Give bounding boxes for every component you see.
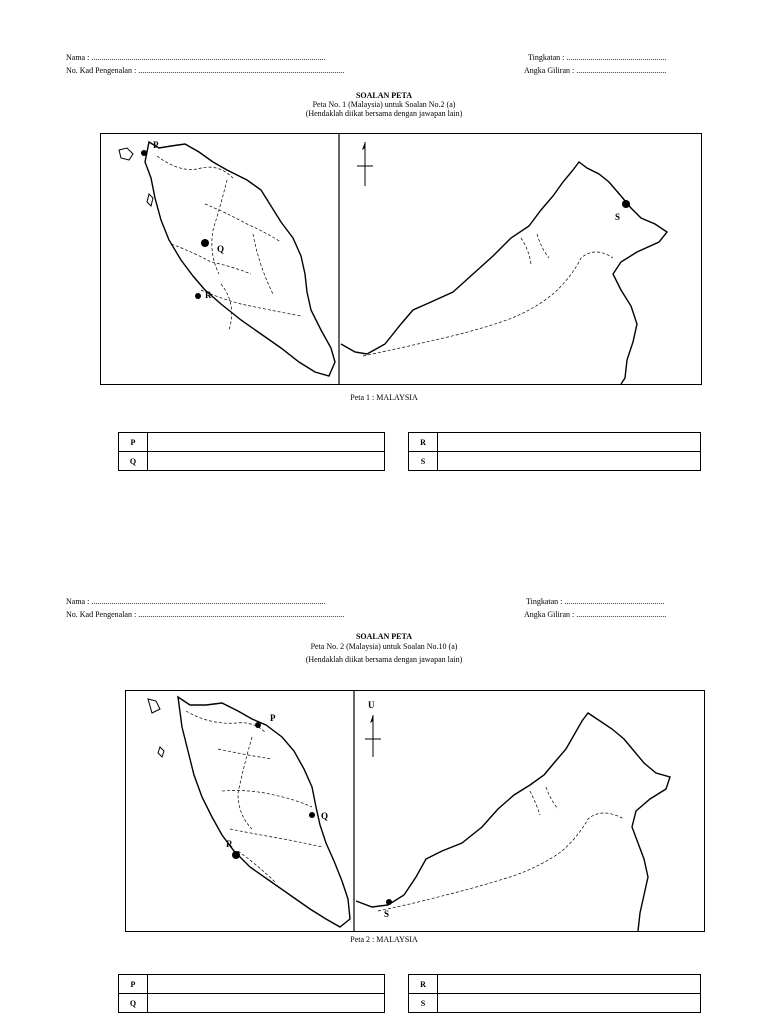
answer-label-s: S (409, 994, 438, 1013)
tingkatan-field-2[interactable]: Tingkatan : .................................................. (526, 597, 665, 606)
answer-row-r (409, 975, 701, 994)
answer-field-q[interactable] (148, 452, 385, 471)
marker-p (255, 713, 276, 728)
section-note: (Hendaklah diikat bersama dengan jawapan lain) (305, 655, 463, 664)
marker-s (615, 200, 630, 222)
nama-field-2[interactable]: Nama : ..................................................................................................................... (66, 597, 326, 606)
nama-label: Nama : (66, 53, 90, 62)
marker-q (201, 239, 224, 254)
answer-field-p[interactable] (148, 975, 385, 994)
section-title: SOALAN PETA (355, 632, 413, 641)
marker-s-label: S (384, 909, 390, 919)
marker-p-label: P (153, 140, 159, 150)
borneo-outline (356, 713, 670, 931)
north-arrow-icon (365, 700, 381, 757)
answer-row-s (409, 994, 701, 1013)
answer-label-p: P (119, 433, 148, 452)
marker-s (384, 899, 392, 919)
section-note: (Hendaklah diikat bersama dengan jawapan lain) (305, 109, 463, 118)
giliran-label: Angka Giliran : (524, 610, 575, 619)
map-caption: Peta 2 : MALAYSIA (350, 935, 418, 944)
answer-field-s[interactable] (438, 994, 701, 1013)
answer-row-s (409, 452, 701, 471)
section-title: SOALAN PETA (355, 91, 413, 100)
ic-field-1[interactable]: No. Kad Pengenalan : ....................................................................................................... (66, 66, 345, 75)
answer-table-left-1 (118, 432, 385, 471)
answer-table-right-2 (408, 974, 701, 1013)
tingkatan-label: Tingkatan : (528, 53, 565, 62)
peninsular-outline (145, 142, 335, 376)
map-caption: Peta 1 : MALAYSIA (350, 393, 418, 402)
section-subtitle: Peta No. 2 (Malaysia) untuk Soalan No.10 (a) (310, 642, 458, 651)
ic-label: No. Kad Pengenalan : (66, 66, 137, 75)
answer-field-r[interactable] (438, 433, 701, 452)
giliran-label: Angka Giliran : (524, 66, 575, 75)
marker-p-label: P (270, 713, 276, 723)
answer-label-q: Q (119, 994, 148, 1013)
section-subtitle: Peta No. 1 (Malaysia) untuk Soalan No.2 (a) (312, 100, 456, 109)
answer-label-q: Q (119, 452, 148, 471)
marker-r-label: R (226, 839, 233, 849)
answer-table-left-2 (118, 974, 385, 1013)
answer-table-right-1 (408, 432, 701, 471)
north-arrow-icon (357, 142, 373, 186)
answer-label-s: S (409, 452, 438, 471)
nama-label: Nama : (66, 597, 90, 606)
tingkatan-label: Tingkatan : (526, 597, 563, 606)
answer-row-p (119, 433, 385, 452)
marker-r-label: R (205, 290, 212, 300)
answer-field-p[interactable] (148, 433, 385, 452)
malaysia-map-1 (100, 133, 702, 385)
marker-r (195, 290, 212, 300)
compass-label: U (368, 700, 375, 710)
answer-field-s[interactable] (438, 452, 701, 471)
answer-row-q (119, 994, 385, 1013)
answer-row-q (119, 452, 385, 471)
nama-field-1[interactable]: Nama : ..................................................................................................................... (66, 53, 326, 62)
ic-field-2[interactable]: No. Kad Pengenalan : ....................................................................................................... (66, 610, 345, 619)
answer-row-p (119, 975, 385, 994)
giliran-field-2[interactable]: Angka Giliran : ............................................. (524, 610, 667, 619)
answer-field-q[interactable] (148, 994, 385, 1013)
borneo-outline (341, 162, 667, 384)
answer-field-r[interactable] (438, 975, 701, 994)
marker-q-label: Q (321, 811, 329, 821)
ic-label: No. Kad Pengenalan : (66, 610, 137, 619)
marker-s-label: S (615, 212, 621, 222)
answer-label-p: P (119, 975, 148, 994)
giliran-field-1[interactable]: Angka Giliran : ............................................. (524, 66, 667, 75)
answer-label-r: R (409, 433, 438, 452)
answer-row-r (409, 433, 701, 452)
malaysia-map-2 (125, 690, 705, 932)
answer-label-r: R (409, 975, 438, 994)
marker-q-label: Q (217, 244, 225, 254)
tingkatan-field-1[interactable]: Tingkatan : .................................................. (528, 53, 667, 62)
